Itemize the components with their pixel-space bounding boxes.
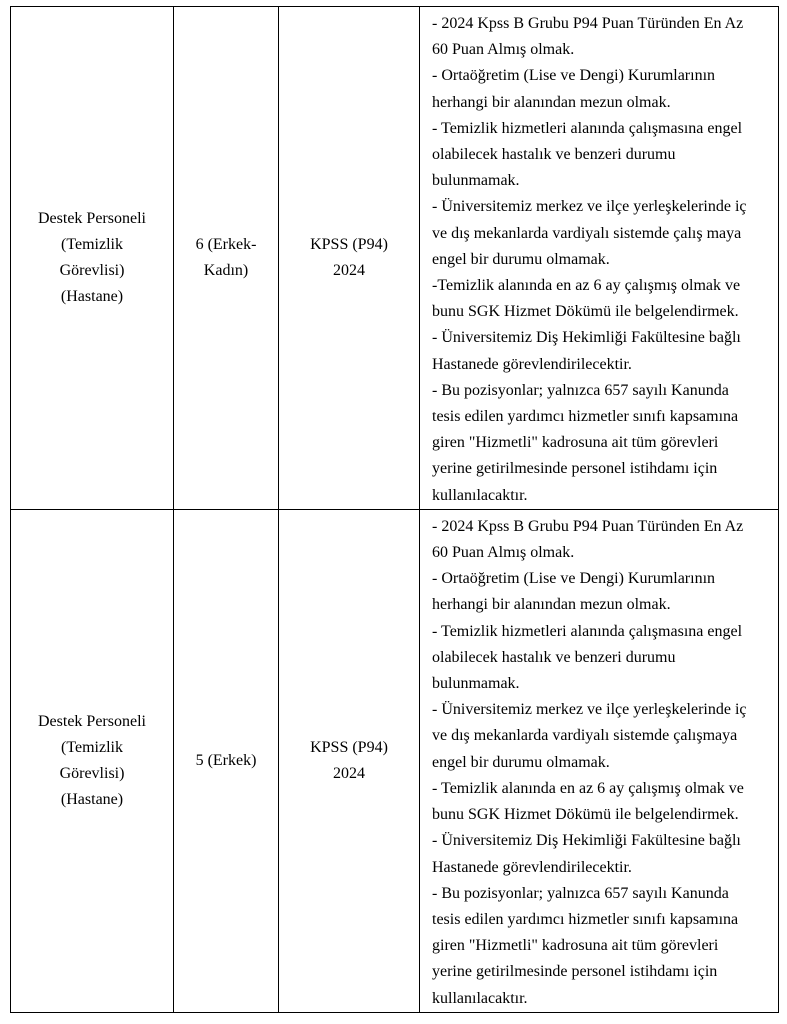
positions-table <box>10 6 779 1013</box>
requirement-line: - Üniversitemiz merkez ve ilçe yerleşkelerinde iç <box>432 701 747 719</box>
requirement-line: 60 Puan Almış olmak. <box>432 41 575 59</box>
requirement-line: giren "Hizmetli" kadrosuna ait tüm görevleri <box>432 434 719 452</box>
requirements-cell <box>420 509 779 1012</box>
requirement-line: - Temizlik hizmetleri alanında çalışmasına engel <box>432 119 743 137</box>
exam-cell: KPSS (P94) 2024 <box>279 7 420 510</box>
requirement-line: ve dış mekanlarda vardiyalı sistemde çalış maya <box>432 224 742 242</box>
requirement-line: -Temizlik alanında en az 6 ay çalışmış olmak ve <box>432 277 741 295</box>
requirement-line: - 2024 Kpss B Grubu P94 Puan Türünden En Az <box>432 517 744 535</box>
requirement-line: - Bu pozisyonlar; yalnızca 657 sayılı Kanunda <box>432 381 729 399</box>
requirement-line: bunu SGK Hizmet Dökümü ile belgelendirmek. <box>432 303 739 321</box>
requirements-cell <box>420 7 779 510</box>
requirement-line: tesis edilen yardımcı hizmetler sınıfı kapsamına <box>432 408 739 426</box>
exam-cell: KPSS (P94) 2024 <box>279 509 420 1012</box>
requirement-line: olabilecek hastalık ve benzeri durumu <box>432 648 676 666</box>
position-title: Destek Personeli (Temizlik Görevlisi) (Hastane) <box>38 209 146 305</box>
requirement-line: bunu SGK Hizmet Dökümü ile belgelendirmek. <box>432 806 739 824</box>
requirement-line: - Bu pozisyonlar; yalnızca 657 sayılı Kanunda <box>432 884 729 902</box>
requirement-line: herhangi bir alanından mezun olmak. <box>432 93 671 111</box>
requirement-line: - Ortaöğretim (Lise ve Dengi) Kurumlarının <box>432 67 716 85</box>
table-row <box>11 509 779 1012</box>
table-row <box>11 7 779 510</box>
requirement-line: - Üniversitemiz Diş Hekimliği Fakültesine bağlı <box>432 329 741 347</box>
requirement-line: - Üniversitemiz Diş Hekimliği Fakültesine bağlı <box>432 832 741 850</box>
requirement-line: tesis edilen yardımcı hizmetler sınıfı kapsamına <box>432 910 739 928</box>
requirement-line: kullanılacaktır. <box>432 486 528 504</box>
requirement-line: - Üniversitemiz merkez ve ilçe yerleşkelerinde iç <box>432 198 747 216</box>
requirement-line: yerine getirilmesinde personel istihdamı için <box>432 460 718 478</box>
requirement-line: - Temizlik alanında en az 6 ay çalışmış olmak ve <box>432 779 744 797</box>
requirement-line: - Ortaöğretim (Lise ve Dengi) Kurumlarının <box>432 570 716 588</box>
position-cell <box>11 509 174 1012</box>
requirement-line: kullanılacaktır. <box>432 989 528 1007</box>
requirement-line: 60 Puan Almış olmak. <box>432 544 575 562</box>
count-cell: 6 (Erkek- Kadın) <box>174 7 279 510</box>
position-title: Destek Personeli (Temizlik Görevlisi) (Hastane) <box>38 712 146 808</box>
requirement-line: olabilecek hastalık ve benzeri durumu <box>432 146 676 164</box>
requirement-line: engel bir durumu olmamak. <box>432 753 610 771</box>
count-cell: 5 (Erkek) <box>174 509 279 1012</box>
requirement-line: ve dış mekanlarda vardiyalı sistemde çalışmaya <box>432 727 738 745</box>
position-cell <box>11 7 174 510</box>
requirement-line: - 2024 Kpss B Grubu P94 Puan Türünden En Az <box>432 15 744 32</box>
requirement-line: yerine getirilmesinde personel istihdamı için <box>432 963 718 981</box>
requirement-line: engel bir durumu olmamak. <box>432 250 610 268</box>
requirement-line: bulunmamak. <box>432 675 520 693</box>
requirement-line: Hastanede görevlendirilecektir. <box>432 858 632 876</box>
requirement-line: herhangi bir alanından mezun olmak. <box>432 596 671 614</box>
requirement-line: Hastanede görevlendirilecektir. <box>432 355 632 373</box>
requirement-line: giren "Hizmetli" kadrosuna ait tüm görevleri <box>432 937 719 955</box>
requirement-line: bulunmamak. <box>432 172 520 190</box>
requirement-line: - Temizlik hizmetleri alanında çalışmasına engel <box>432 622 743 640</box>
